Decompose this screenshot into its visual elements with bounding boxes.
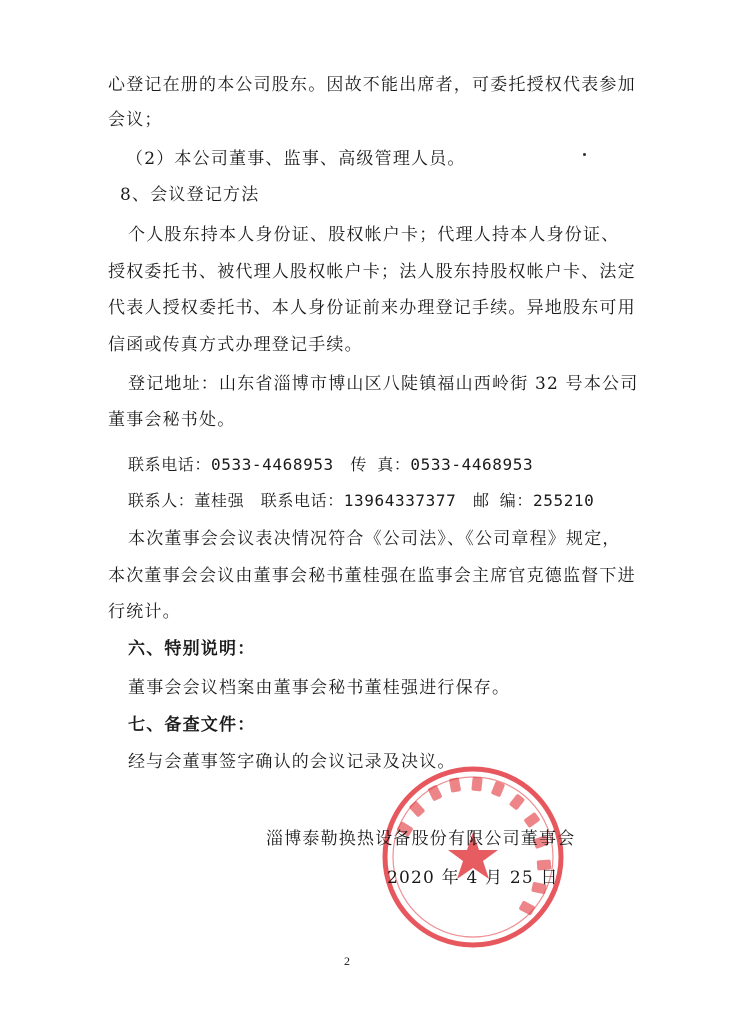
text-line: 心登记在册的本公司股东。因故不能出席者，可委托授权代表参加 — [108, 75, 636, 95]
section-heading: 8、会议登记方法 — [120, 185, 260, 205]
text-line: 个人股东持本人身份证、股权帐户卡；代理人持本人身份证、 — [128, 225, 620, 245]
company-seal-icon — [378, 762, 568, 952]
address-line: 登记地址：山东省淄博市博山区八陡镇福山西岭街 32 号本公司 — [128, 374, 639, 394]
address-line: 董事会秘书处。 — [108, 410, 236, 430]
text-line: 行统计。 — [108, 602, 181, 622]
signature-date: 2020 年 4 月 25 日 — [387, 868, 559, 888]
section-heading: 七、备查文件： — [128, 715, 256, 735]
text-line: （2）本公司董事、监事、高级管理人员。 — [126, 149, 466, 169]
page-number: 2 — [344, 954, 350, 968]
text-line: 董事会会议档案由董事会秘书董桂强进行保存。 — [128, 678, 511, 698]
contact-person-line: 联系人：董桂强 联系电话：13964337377 邮 编：255210 — [128, 491, 595, 510]
signature-company: 淄博泰勒换热设备股份有限公司董事会 — [266, 829, 576, 849]
text-line: 授权委托书、被代理人股权帐户卡；法人股东持股权帐户卡、法定 — [108, 262, 636, 282]
text-line: 经与会董事签字确认的会议记录及决议。 — [128, 752, 456, 772]
text-line: 代表人授权委托书、本人身份证前来办理登记手续。异地股东可用 — [108, 298, 636, 318]
section-heading: 六、特别说明： — [128, 639, 256, 659]
contact-phone-line: 联系电话：0533-4468953 传 真：0533-4468953 — [128, 455, 534, 474]
scan-speck — [583, 153, 586, 156]
text-line: 会议； — [108, 110, 163, 130]
text-line: 本次董事会会议表决情况符合《公司法》、《公司章程》规定， — [128, 529, 621, 549]
text-line: 本次董事会会议由董事会秘书董桂强在监事会主席官克德监督下进 — [108, 566, 636, 586]
text-line: 信函或传真方式办理登记手续。 — [108, 335, 363, 355]
